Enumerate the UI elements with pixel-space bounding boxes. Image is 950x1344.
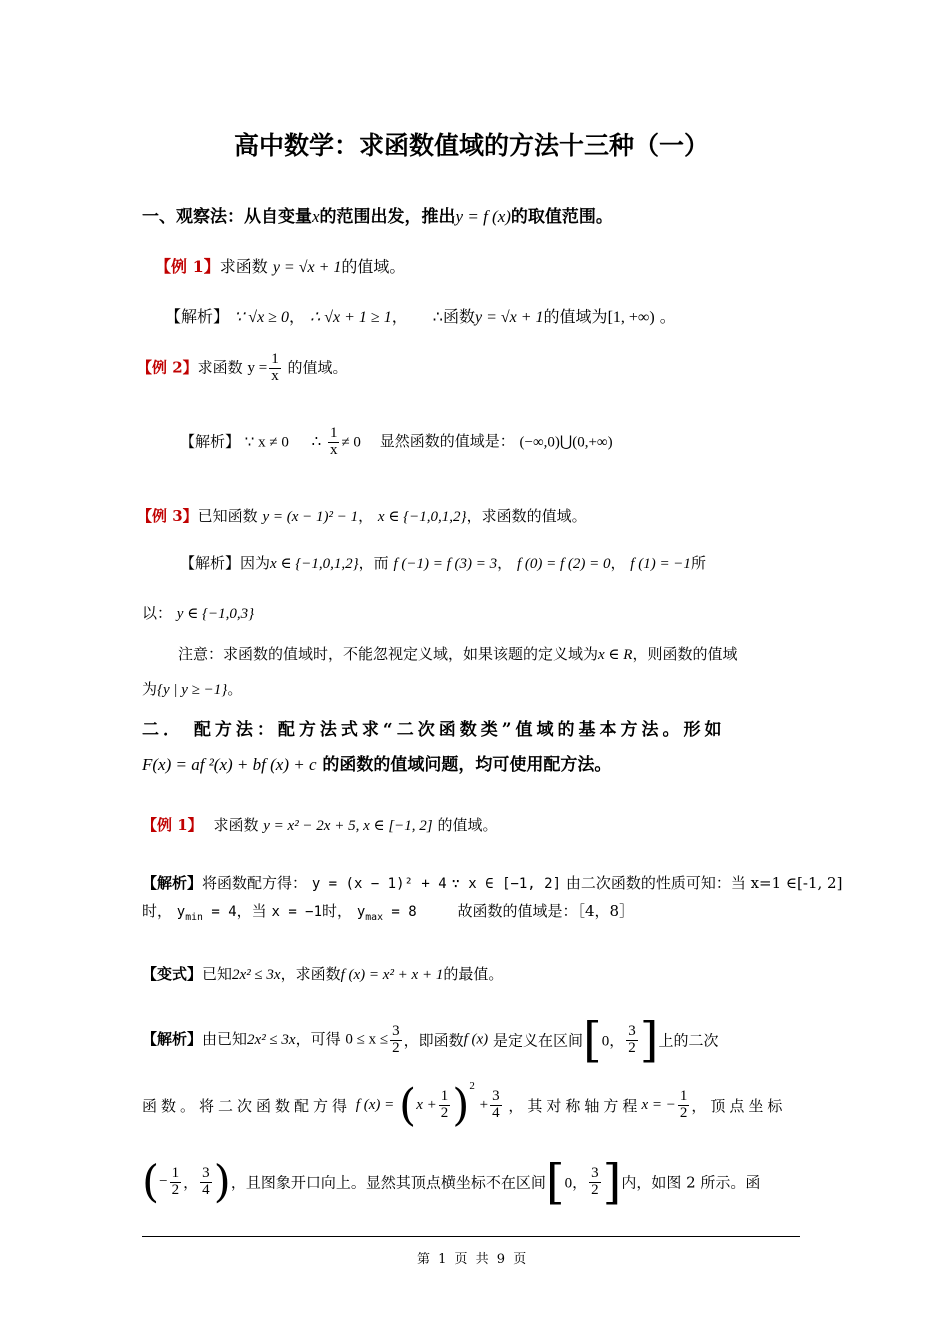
section1-heading-var: x bbox=[312, 207, 320, 226]
variant-line3-b: 内，如图 2 所示。函 bbox=[621, 1173, 761, 1192]
variant-text-a: 已知 bbox=[202, 965, 233, 983]
ex1-sol-1: ∵ √x ≥ 0 bbox=[234, 309, 289, 326]
ex3-sol-a: 因为 bbox=[240, 554, 271, 572]
variant-quarter-num: 3 bbox=[492, 1088, 500, 1105]
ex4-ymin-y: y bbox=[176, 904, 186, 920]
ex4-sol-e: 时， bbox=[322, 902, 353, 920]
ex1-sol-2: ∴ √x + 1 ≥ 1 bbox=[310, 309, 392, 326]
variant-line2-fx: f (x) = bbox=[355, 1097, 395, 1113]
variant-frac bbox=[390, 1024, 402, 1057]
variant-half-den: 2 bbox=[440, 1105, 449, 1121]
ex3-note-b: ，则函数的值域 bbox=[632, 645, 738, 663]
ex1-text-b: 的值域。 bbox=[341, 257, 406, 276]
variant-bracket-left: [ bbox=[582, 1012, 602, 1068]
ex3-sol-f2: f (0) = f (2) = 0 bbox=[516, 556, 611, 572]
ex2-text-a: 求函数 bbox=[197, 358, 243, 377]
ex1-sol-3a: ∴函数 bbox=[432, 307, 475, 326]
variant-interval-num: 3 bbox=[628, 1022, 636, 1039]
variant-vertex-neg: − bbox=[159, 1173, 168, 1190]
ex4-ymin bbox=[176, 904, 237, 923]
ex2-y-eq: y = bbox=[247, 359, 268, 376]
ex4-sol-a: 将函数配方得： bbox=[202, 874, 308, 892]
ex2-sol-fraction bbox=[328, 426, 340, 459]
ex4-solution-line1 bbox=[142, 872, 842, 893]
variant-interval2-left: [ bbox=[545, 1154, 565, 1210]
variant-cond: 2x² ≤ 3x bbox=[232, 967, 281, 983]
section1-heading-a: 一、观察法：从自变量 bbox=[142, 207, 312, 227]
variant-half bbox=[439, 1089, 451, 1122]
ex3-sol-b: ，而 bbox=[358, 554, 389, 572]
ex4-sol-because: ∵ x ∈ [−1, 2] bbox=[451, 876, 562, 892]
variant-frac-num: 3 bbox=[392, 1022, 400, 1039]
variant-vertex-y-den: 4 bbox=[202, 1181, 210, 1198]
ex4-ymax bbox=[356, 904, 417, 923]
ex1-sol-range: [1, +∞) bbox=[607, 309, 655, 326]
ex4-text-a: 求函数 bbox=[213, 816, 259, 834]
ex3-line: 【例 3】已知函数 y = (x − 1)² − 1， x ∈ {−1,0,1,2}，求函数的值域。 bbox=[137, 507, 587, 525]
variant-sol-tag: 【解析】 bbox=[142, 1030, 203, 1048]
ex4-ymin-val: = 4 bbox=[211, 904, 237, 920]
variant-text-b: ，求函数 bbox=[280, 965, 341, 983]
ex3-sol-result: y ∈ {−1,0,3} bbox=[176, 606, 255, 622]
ex4-sol-b: 由二次函数的性质可知：当 x=1 ∈[-1, 2] bbox=[565, 874, 843, 892]
variant-bracket-right: ] bbox=[639, 1012, 659, 1068]
section2-heading-line1: 二． 配方法：配方法式求“二次函数类”值域的基本方法。形如 bbox=[142, 720, 726, 740]
ex1-solution: 【解析】 ∵ √x ≥ 0， ∴ √x + 1 ≥ 1， ∴函数y = √x + 1的值域为[1, +∞) 。 bbox=[165, 307, 676, 326]
ex3-sol-d: 以： bbox=[142, 604, 173, 622]
variant-vertex-x bbox=[170, 1166, 182, 1199]
ex3-sol-tag: 【解析】 bbox=[180, 554, 241, 572]
ex3-sol-c: 所 bbox=[690, 554, 706, 572]
variant-interval2-zero: 0， bbox=[564, 1175, 588, 1192]
ex4-sol-d: ，当 bbox=[236, 902, 267, 920]
variant-paren-right: ) bbox=[452, 1080, 470, 1131]
ex1-line bbox=[155, 254, 405, 277]
ex2-solution bbox=[180, 426, 613, 459]
ex1-sol-3b: 的值域为 bbox=[543, 307, 608, 326]
ex3-text-b: ，求函数的值域。 bbox=[466, 507, 587, 525]
variant-sol-a: 由已知 bbox=[202, 1030, 248, 1048]
ex3-solution-line1: 【解析】因为x ∈ {−1,0,1,2}，而 f (−1) = f (3) = 3， f (0) = f (2) = 0， f (1) = −1所 bbox=[180, 554, 706, 572]
ex4-sol-tag: 【解析】 bbox=[142, 874, 203, 892]
ex4-ymin-sub: min bbox=[185, 911, 203, 923]
ex2-text-b: 的值域。 bbox=[287, 358, 348, 377]
variant-quarter-den: 4 bbox=[492, 1105, 500, 1121]
variant-quarter bbox=[490, 1089, 502, 1122]
variant-interval-den: 2 bbox=[628, 1039, 636, 1056]
ex4-x-eq: x = −1 bbox=[271, 904, 323, 920]
section2-heading-b: 的函数的值域问题，均可使用配方法。 bbox=[322, 755, 612, 775]
ex3-set: x ∈ {−1,0,1,2} bbox=[377, 509, 467, 525]
variant-solution-line1 bbox=[142, 1012, 718, 1068]
page-title: 高中数学：求函数值域的方法十三种（一） bbox=[234, 131, 710, 160]
ex2-den: x bbox=[271, 367, 279, 384]
ex3-formula: y = (x − 1)² − 1 bbox=[262, 509, 359, 525]
ex1-sol-end: 。 bbox=[659, 307, 676, 326]
variant-sol-b: ，可得 bbox=[295, 1030, 341, 1048]
variant-interval2-num: 3 bbox=[591, 1164, 599, 1181]
variant-interval-frac bbox=[626, 1024, 638, 1057]
variant-axis-num: 1 bbox=[679, 1088, 688, 1105]
ex4-sol-formula: y = (x − 1)² + 4 bbox=[311, 876, 447, 892]
ex2-sol-therefore: ∴ bbox=[311, 432, 322, 451]
variant-vertex-x-den: 2 bbox=[171, 1181, 180, 1198]
variant-solution-line2 bbox=[142, 1080, 786, 1131]
ex4-ymax-y: y bbox=[356, 904, 366, 920]
variant-half-num: 1 bbox=[440, 1088, 449, 1105]
ex1-formula: y = √x + 1 bbox=[272, 259, 342, 276]
ex2-sol-range: (−∞,0)⋃(0,+∞) bbox=[519, 434, 613, 451]
variant-interval2-frac bbox=[589, 1166, 601, 1199]
variant-vertex-comma: ， bbox=[183, 1175, 199, 1192]
ex4-ymax-val: = 8 bbox=[391, 904, 417, 920]
variant-frac-den: 2 bbox=[392, 1039, 400, 1056]
variant-paren-left: ( bbox=[399, 1080, 417, 1131]
section1-heading-fx: y = f (x) bbox=[455, 207, 511, 226]
variant-interval2-right: ] bbox=[602, 1154, 622, 1210]
ex3-note-set: x ∈ R bbox=[598, 647, 633, 663]
ex4-sol-c: 时， bbox=[142, 902, 173, 920]
ex2-sol-num: 1 bbox=[329, 425, 338, 441]
ex2-line bbox=[137, 352, 347, 385]
ex4-line bbox=[142, 814, 497, 835]
section1-heading-c: 的取值范围。 bbox=[510, 207, 613, 227]
variant-line2-c: ，顶点坐标 bbox=[691, 1097, 787, 1115]
ex2-tag: 【例 2】 bbox=[137, 358, 198, 377]
variant-formula: f (x) = x² + x + 1 bbox=[340, 967, 444, 983]
ex3-note-a: 注意：求函数的值域时，不能忽视定义域，如果该题的定义域为 bbox=[178, 645, 599, 663]
section1-heading bbox=[142, 202, 613, 227]
variant-vertex-paren-right: ) bbox=[213, 1156, 231, 1208]
variant-vertex-y bbox=[200, 1166, 212, 1199]
variant-line2-a: 函数。将二次函数配方得 bbox=[142, 1097, 352, 1115]
ex4-tag: 【例 1】 bbox=[142, 816, 203, 834]
ex4-ymax-sub: max bbox=[365, 911, 383, 923]
ex3-note-line2 bbox=[142, 678, 242, 699]
ex3-note-end: 。 bbox=[227, 680, 243, 698]
variant-solution-line3 bbox=[142, 1154, 760, 1210]
ex3-note-result: {y | y ≥ −1} bbox=[157, 682, 228, 698]
variant-text-c: 的最值。 bbox=[443, 965, 504, 983]
ex1-text-a: 求函数 bbox=[219, 257, 268, 276]
ex3-sol-set: x ∈ {−1,0,1,2} bbox=[270, 556, 359, 572]
variant-line2-b: ，其对称轴方程 bbox=[508, 1097, 642, 1115]
ex3-sol-f1: f (−1) = f (3) = 3 bbox=[393, 556, 498, 572]
ex3-note-line1 bbox=[178, 643, 737, 664]
ex4-solution-line2 bbox=[142, 900, 634, 923]
ex2-num: 1 bbox=[271, 351, 279, 367]
ex2-sol-text: 显然函数的值域是： bbox=[379, 432, 515, 451]
variant-square: 2 bbox=[469, 1080, 475, 1092]
variant-vertex-paren-left: ( bbox=[142, 1156, 160, 1208]
section2-heading-line2 bbox=[142, 750, 611, 775]
variant-sol-d: 是定义在区间 bbox=[492, 1031, 583, 1050]
ex4-text-b: 的值域。 bbox=[437, 816, 498, 834]
variant-sol-cond: 2x² ≤ 3x bbox=[247, 1032, 296, 1048]
page-footer: 第 1 页 共 9 页 bbox=[417, 1252, 529, 1267]
ex2-sol-1: ∵ x ≠ 0 bbox=[244, 434, 289, 451]
variant-sol-c: ，即函数 bbox=[403, 1031, 464, 1050]
variant-vertex-x-num: 1 bbox=[171, 1164, 180, 1181]
ex2-sol-tag: 【解析】 bbox=[180, 432, 241, 451]
ex1-sol-tag: 【解析】 bbox=[165, 307, 230, 326]
variant-line bbox=[142, 963, 503, 984]
ex1-tag: 【例 1】 bbox=[155, 257, 220, 276]
variant-axis-frac bbox=[678, 1089, 690, 1122]
variant-sol-fx: f (x) bbox=[463, 1031, 489, 1048]
footer-rule bbox=[142, 1236, 800, 1237]
ex3-text-a: 已知函数 bbox=[197, 507, 258, 525]
ex3-tag: 【例 3】 bbox=[137, 507, 198, 525]
ex3-solution-line2 bbox=[142, 602, 254, 623]
ex3-sol-f3: f (1) = −1 bbox=[630, 556, 691, 572]
ex3-note-c: 为 bbox=[142, 680, 158, 698]
ex2-sol-ne: ≠ 0 bbox=[341, 434, 361, 451]
variant-plus: + bbox=[479, 1097, 489, 1113]
variant-line3-a: ，且图象开口向上。显然其顶点横坐标不在区间 bbox=[230, 1173, 546, 1192]
variant-sol-ineq: 0 ≤ x ≤ bbox=[345, 1031, 389, 1048]
variant-interval-left: 0， bbox=[601, 1033, 625, 1050]
section2-formula: F(x) = af ²(x) + bf (x) + c bbox=[142, 755, 317, 774]
variant-vertex-y-num: 3 bbox=[202, 1164, 210, 1181]
ex4-sol-f: 故函数的值域是：［4，8］ bbox=[457, 902, 635, 920]
variant-axis-den: 2 bbox=[679, 1105, 688, 1121]
variant-axis: x = − bbox=[641, 1097, 676, 1113]
section1-heading-b: 的范围出发，推出 bbox=[319, 207, 456, 227]
ex2-fraction bbox=[269, 352, 281, 385]
ex2-sol-den: x bbox=[329, 441, 338, 458]
variant-interval2-den: 2 bbox=[591, 1181, 599, 1198]
variant-sol-e: 上的二次 bbox=[658, 1031, 719, 1050]
ex4-formula: y = x² − 2x + 5, x ∈ [−1, 2] bbox=[263, 818, 433, 834]
variant-line2-x: x + bbox=[416, 1097, 437, 1113]
ex1-sol-formula: y = √x + 1 bbox=[474, 309, 544, 326]
variant-tag: 【变式】 bbox=[142, 965, 203, 983]
